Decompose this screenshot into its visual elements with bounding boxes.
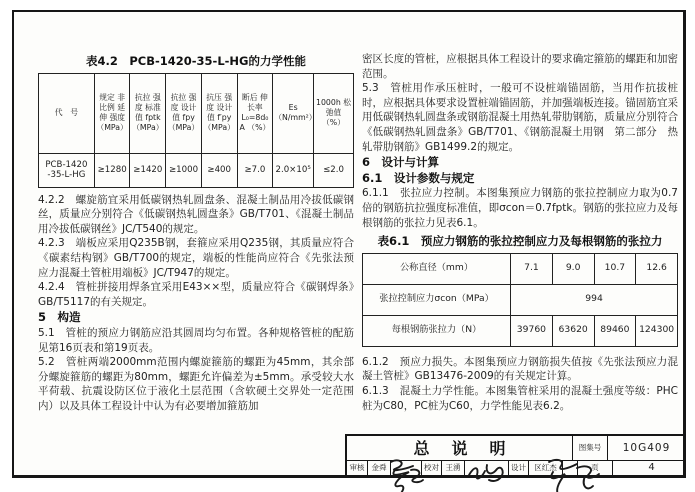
table-4-2-header-cell: 抗压 强度 设计值 f′py （MPa） <box>201 73 237 153</box>
table-4-2-cell: PCB-1420 -35-L-HG <box>39 153 95 187</box>
table-4-2-header-cell: Es （N/mm²） <box>273 73 314 153</box>
reviewer-label: 审核 <box>349 463 365 473</box>
left-column <box>38 52 354 414</box>
paragraph-6-1-2: 6.1.2 预应力损失。本图集预应力钢筋损失值按《先张法预应力混凝土管桩》GB13476-2009的有关规定计算。 <box>362 355 678 383</box>
table-6-1-row-diameter <box>363 253 678 284</box>
table-4-2-cell: ≥7.0 <box>237 153 273 187</box>
paragraph-4-2-3: 4.2.3 端板应采用Q235B钢，套箍应采用Q235钢，其质量应符合《碳素结构钢》GB/T700的规定，端板的性能尚应符合《先张法预应力混凝土管桩用端板》JC/T947的规定。 <box>38 237 354 279</box>
table-6-1-cell: 39760 <box>511 315 553 346</box>
table-4-2-cell: 2.0×10⁵ <box>273 153 314 187</box>
table-6-1-label-cell: 张拉控制应力σcon（MPa） <box>363 284 511 315</box>
designer-name: 区红杰 <box>528 461 562 475</box>
table-6-1-title: 表6.1 预应力钢筋的张拉控制应力及每根钢筋的张拉力 <box>377 234 663 249</box>
table-6-1-cell: 9.0 <box>552 253 594 284</box>
drawing-title-block <box>345 434 683 475</box>
table-6-1-merged-cell: 994 <box>511 284 678 315</box>
paragraph-5-1: 5.1 管桩的预应力钢筋应沿其圆周均匀布置。各种规格管桩的配筋见第16页表和第19页表。 <box>38 326 354 354</box>
section-6-heading: 6 设计与计算 <box>362 155 440 170</box>
paragraph-5-3: 5.3 管桩用作承压桩时，一般可不设桩端锚固筋，当用作抗拔桩时，应根据具体要求设置桩端锚固筋，并加强端板连接。锚固筋宜采用低碳钢热轧圆盘条或钢筋混凝土用热轧带肋钢筋，质量应分别符合《低碳钢热轧圆盘条》GB/T701、《钢筋混凝土用钢 第二部分 热轧带肋钢筋》GB1499.2的规定。 <box>362 82 678 153</box>
table-6-1-row-control-stress <box>363 284 678 315</box>
table-6-1-label-cell: 公称直径（mm） <box>363 253 511 284</box>
paragraph-4-2-2: 4.2.2 螺旋筋宜采用低碳钢热轧圆盘条、混凝土制品用冷拔低碳钢丝，质量应分别符合《低碳钢热轧圆盘条》GB/T701、《混凝土制品用冷拔低碳钢丝》JC/T540的规定。 <box>38 193 354 235</box>
table-4-2-cell: ≥1420 <box>130 153 166 187</box>
table-4-2-header-cell: 抗拉 强度 标准值 fptk （MPa） <box>130 73 166 153</box>
table-6-1-cell: 89460 <box>594 315 636 346</box>
table-4-2-title: 表4.2 PCB-1420-35-L-HG的力学性能 <box>86 54 306 68</box>
paragraph-5-2: 5.2 管桩两端2000mm范围内螺旋箍筋的螺距为45mm，其余部分螺旋箍筋的螺距为80mm，螺距允许偏差为±5mm。承受较大水平荷载、抗震设防区位于液化土层范围（含软硬土交界处一定范围内）以及具体工程设计中认为有必要增加箍筋加 <box>38 356 354 412</box>
paragraph-5-2-continued: 密区长度的管桩，应根据具体工程设计的要求确定箍筋的螺距和加密范围。 <box>362 53 678 80</box>
paragraph-6-1-3: 6.1.3 混凝土力学性能。本图集管桩采用的混凝土强度等级：PHC桩为C80，PC桩为C60，力学性能见表6.2。 <box>362 384 678 412</box>
designer-signature-cell <box>562 461 577 475</box>
atlas-number-value: 10G409 <box>607 436 685 460</box>
proofreader-signature-cell <box>464 461 508 475</box>
table-6-1-tension-force <box>362 253 678 347</box>
reviewer-signature-cell <box>390 461 421 475</box>
sheet-title: 总说明 <box>413 439 528 459</box>
table-6-1-cell: 10.7 <box>594 253 636 284</box>
table-6-1-label-cell: 每根钢筋张拉力（N） <box>363 315 511 346</box>
atlas-number-label: 图集号 <box>572 436 607 460</box>
proofreader-label: 校对 <box>421 461 441 475</box>
table-4-2-header-row <box>39 73 354 153</box>
right-column <box>362 52 678 413</box>
table-4-2-cell: ≥400 <box>201 153 237 187</box>
table-4-2-header-cell: 抗拉 强度 设计值 fpy （MPa） <box>166 73 202 153</box>
table-6-1-cell: 124300 <box>636 315 678 346</box>
table-4-2-header-cell: 断后 伸长率 L₀=8d₀ A （%） <box>237 73 273 153</box>
page-number-value: 4 <box>612 461 690 475</box>
page-number-label: 页 <box>577 461 612 475</box>
paragraph-6-1-1: 6.1.1 张拉应力控制。本图集预应力钢筋的张拉控制应力取为0.7倍的钢筋抗拉强度标准值，即σcon＝0.7fptk。钢筋的张拉应力及每根钢筋的张拉力见表6.1。 <box>362 187 678 229</box>
table-4-2-cell: ≥1000 <box>166 153 202 187</box>
page-border-frame <box>12 10 686 478</box>
proofreader-name: 王湧 <box>441 461 464 475</box>
table-6-1-cell: 7.1 <box>511 253 553 284</box>
title-block-top-row <box>347 436 683 461</box>
table-4-2-header-cell: 1000h 松弛值 （%） <box>314 73 354 153</box>
table-4-2-header-cell: 规定 非比例 延伸 强度 （MPa） <box>94 73 130 153</box>
table-4-2-header-cell: 代 号 <box>39 73 95 153</box>
reviewer-name: 金舜 <box>367 461 390 475</box>
table-6-1-cell: 12.6 <box>636 253 678 284</box>
designer-label: 设计 <box>508 461 528 475</box>
table-4-2-mechanical-properties <box>38 73 354 188</box>
title-block-bottom-row <box>347 461 683 475</box>
table-4-2-cell: ≤2.0 <box>314 153 354 187</box>
table-4-2-data-row <box>39 153 354 187</box>
section-5-heading: 5 构造 <box>38 310 81 325</box>
paragraph-4-2-4: 4.2.4 管桩拼接用焊条宜采用E43××型，质量应符合《碳钢焊条》GB/T5117的有关规定。 <box>38 281 354 308</box>
table-6-1-row-tension-force <box>363 315 678 346</box>
table-4-2-cell: ≥1280 <box>94 153 130 187</box>
section-6-1-heading: 6.1 设计参数与规定 <box>362 170 475 185</box>
table-6-1-cell: 63620 <box>552 315 594 346</box>
